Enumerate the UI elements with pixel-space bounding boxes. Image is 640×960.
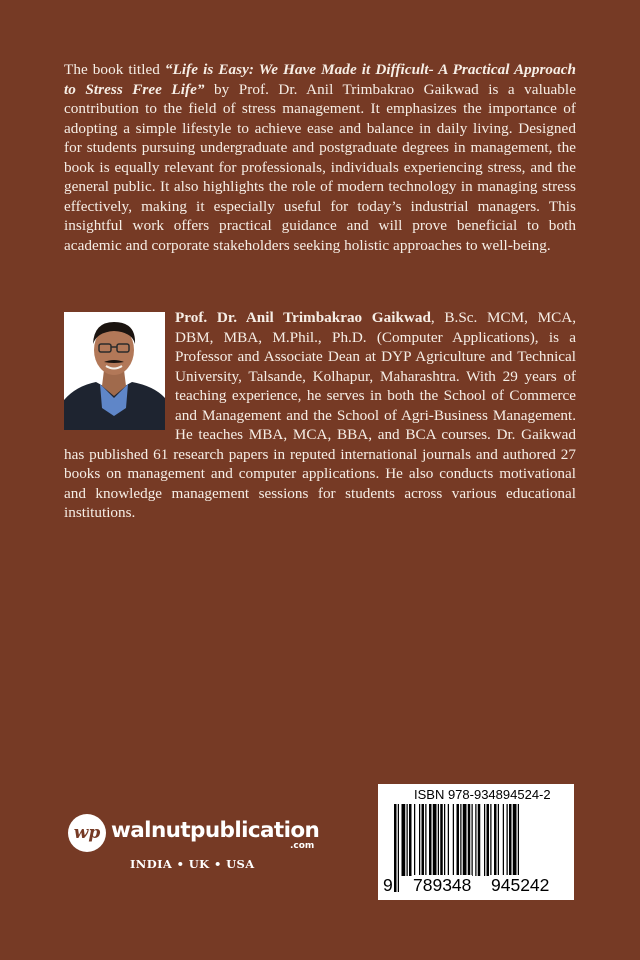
publisher-domain: .com [290, 841, 315, 851]
barcode-bar [398, 804, 399, 892]
author-portrait-image [64, 312, 165, 430]
barcode-bar [433, 804, 437, 876]
author-bio: , B.Sc. MCM, MCA, DBM, MBA, M.Phil., Ph.D. (Computer Applications), is a Professor and Associate Dean at DYP Agriculture and Technical University, Talsande, Kolhapur, Maharashtra. With 29 years of teaching experience, he serves in both the School of Commerce and Management and the School of Agri-Business Management. He teaches MBA, MCA, BBA, and BCA courses. Dr. Gaikwad has published 61 research papers in reputed international journals and authored 27 books on management and computer applications. He also conducts motivational and knowledge management sessions for students across various educational institutions. [64, 309, 577, 521]
barcode-bar [478, 804, 481, 876]
barcode-bar [463, 804, 467, 876]
barcode-bar [407, 804, 408, 876]
barcode-bar [513, 804, 517, 876]
author-bio-section [64, 308, 576, 523]
barcode-bar [394, 804, 397, 892]
book-description [64, 60, 576, 255]
barcode-bar [484, 804, 485, 876]
barcode-digits-left: 789348 [413, 875, 472, 895]
barcode-bar [472, 804, 473, 876]
barcode-digits-right: 945242 [491, 875, 550, 895]
barcode-bar [425, 804, 426, 876]
barcode-bar [503, 804, 504, 876]
author-photo [64, 312, 165, 430]
barcode-bar [509, 804, 512, 876]
barcode-bar [419, 804, 420, 876]
barcode-bar [422, 804, 425, 876]
publisher-block [68, 814, 328, 894]
barcode-bar [402, 804, 406, 876]
barcode-bar [494, 804, 497, 876]
barcode-bar [453, 804, 454, 876]
blurb-intro: The book titled [64, 61, 165, 78]
isbn-label: ISBN 978-934894524-2 [414, 787, 551, 802]
barcode-bar [444, 804, 445, 876]
publisher-countries: INDIA • UK • USA [130, 857, 255, 871]
barcode-bar [475, 804, 476, 876]
barcode-bar [409, 804, 412, 876]
publisher-name: walnutpublication [111, 818, 320, 843]
barcode-bar [490, 804, 491, 876]
barcode-bar [487, 804, 490, 876]
publisher-logo-icon: wp [68, 814, 106, 852]
barcode-bar [440, 804, 443, 876]
barcode-bar [429, 804, 432, 876]
isbn-barcode [378, 784, 574, 900]
barcode-bar [448, 804, 449, 876]
barcode-bar [414, 804, 415, 876]
barcode-digit-first: 9 [383, 875, 393, 895]
book-title: “Life is Easy: We Have Made it Difficult- A Practical Approach to Stress Free Life” [64, 61, 577, 98]
barcode-bar [468, 804, 471, 876]
barcode-bar [507, 804, 508, 876]
blurb-body: by Prof. Dr. Anil Trimbakrao Gaikwad is a valuable contribution to the field of stress management. It emphasizes the importance of adopting a simple lifestyle to achieve ease and balance in daily living. Designed for students pursuing undergraduate and postgraduate degrees in management, the book is equally relevant for professionals, individuals experiencing stress, and the general public. It also highlights the role of modern technology in managing stress effectively, making it especially useful for today’s industrial managers. This insightful work offers practical guidance and will prove beneficial to both academic and corporate stakeholders seeking holistic approaches to well-being. [64, 80, 576, 254]
author-name: Prof. Dr. Anil Trimbakrao Gaikwad [175, 309, 431, 326]
barcode-bar [498, 804, 499, 876]
barcode-bar [438, 804, 439, 876]
